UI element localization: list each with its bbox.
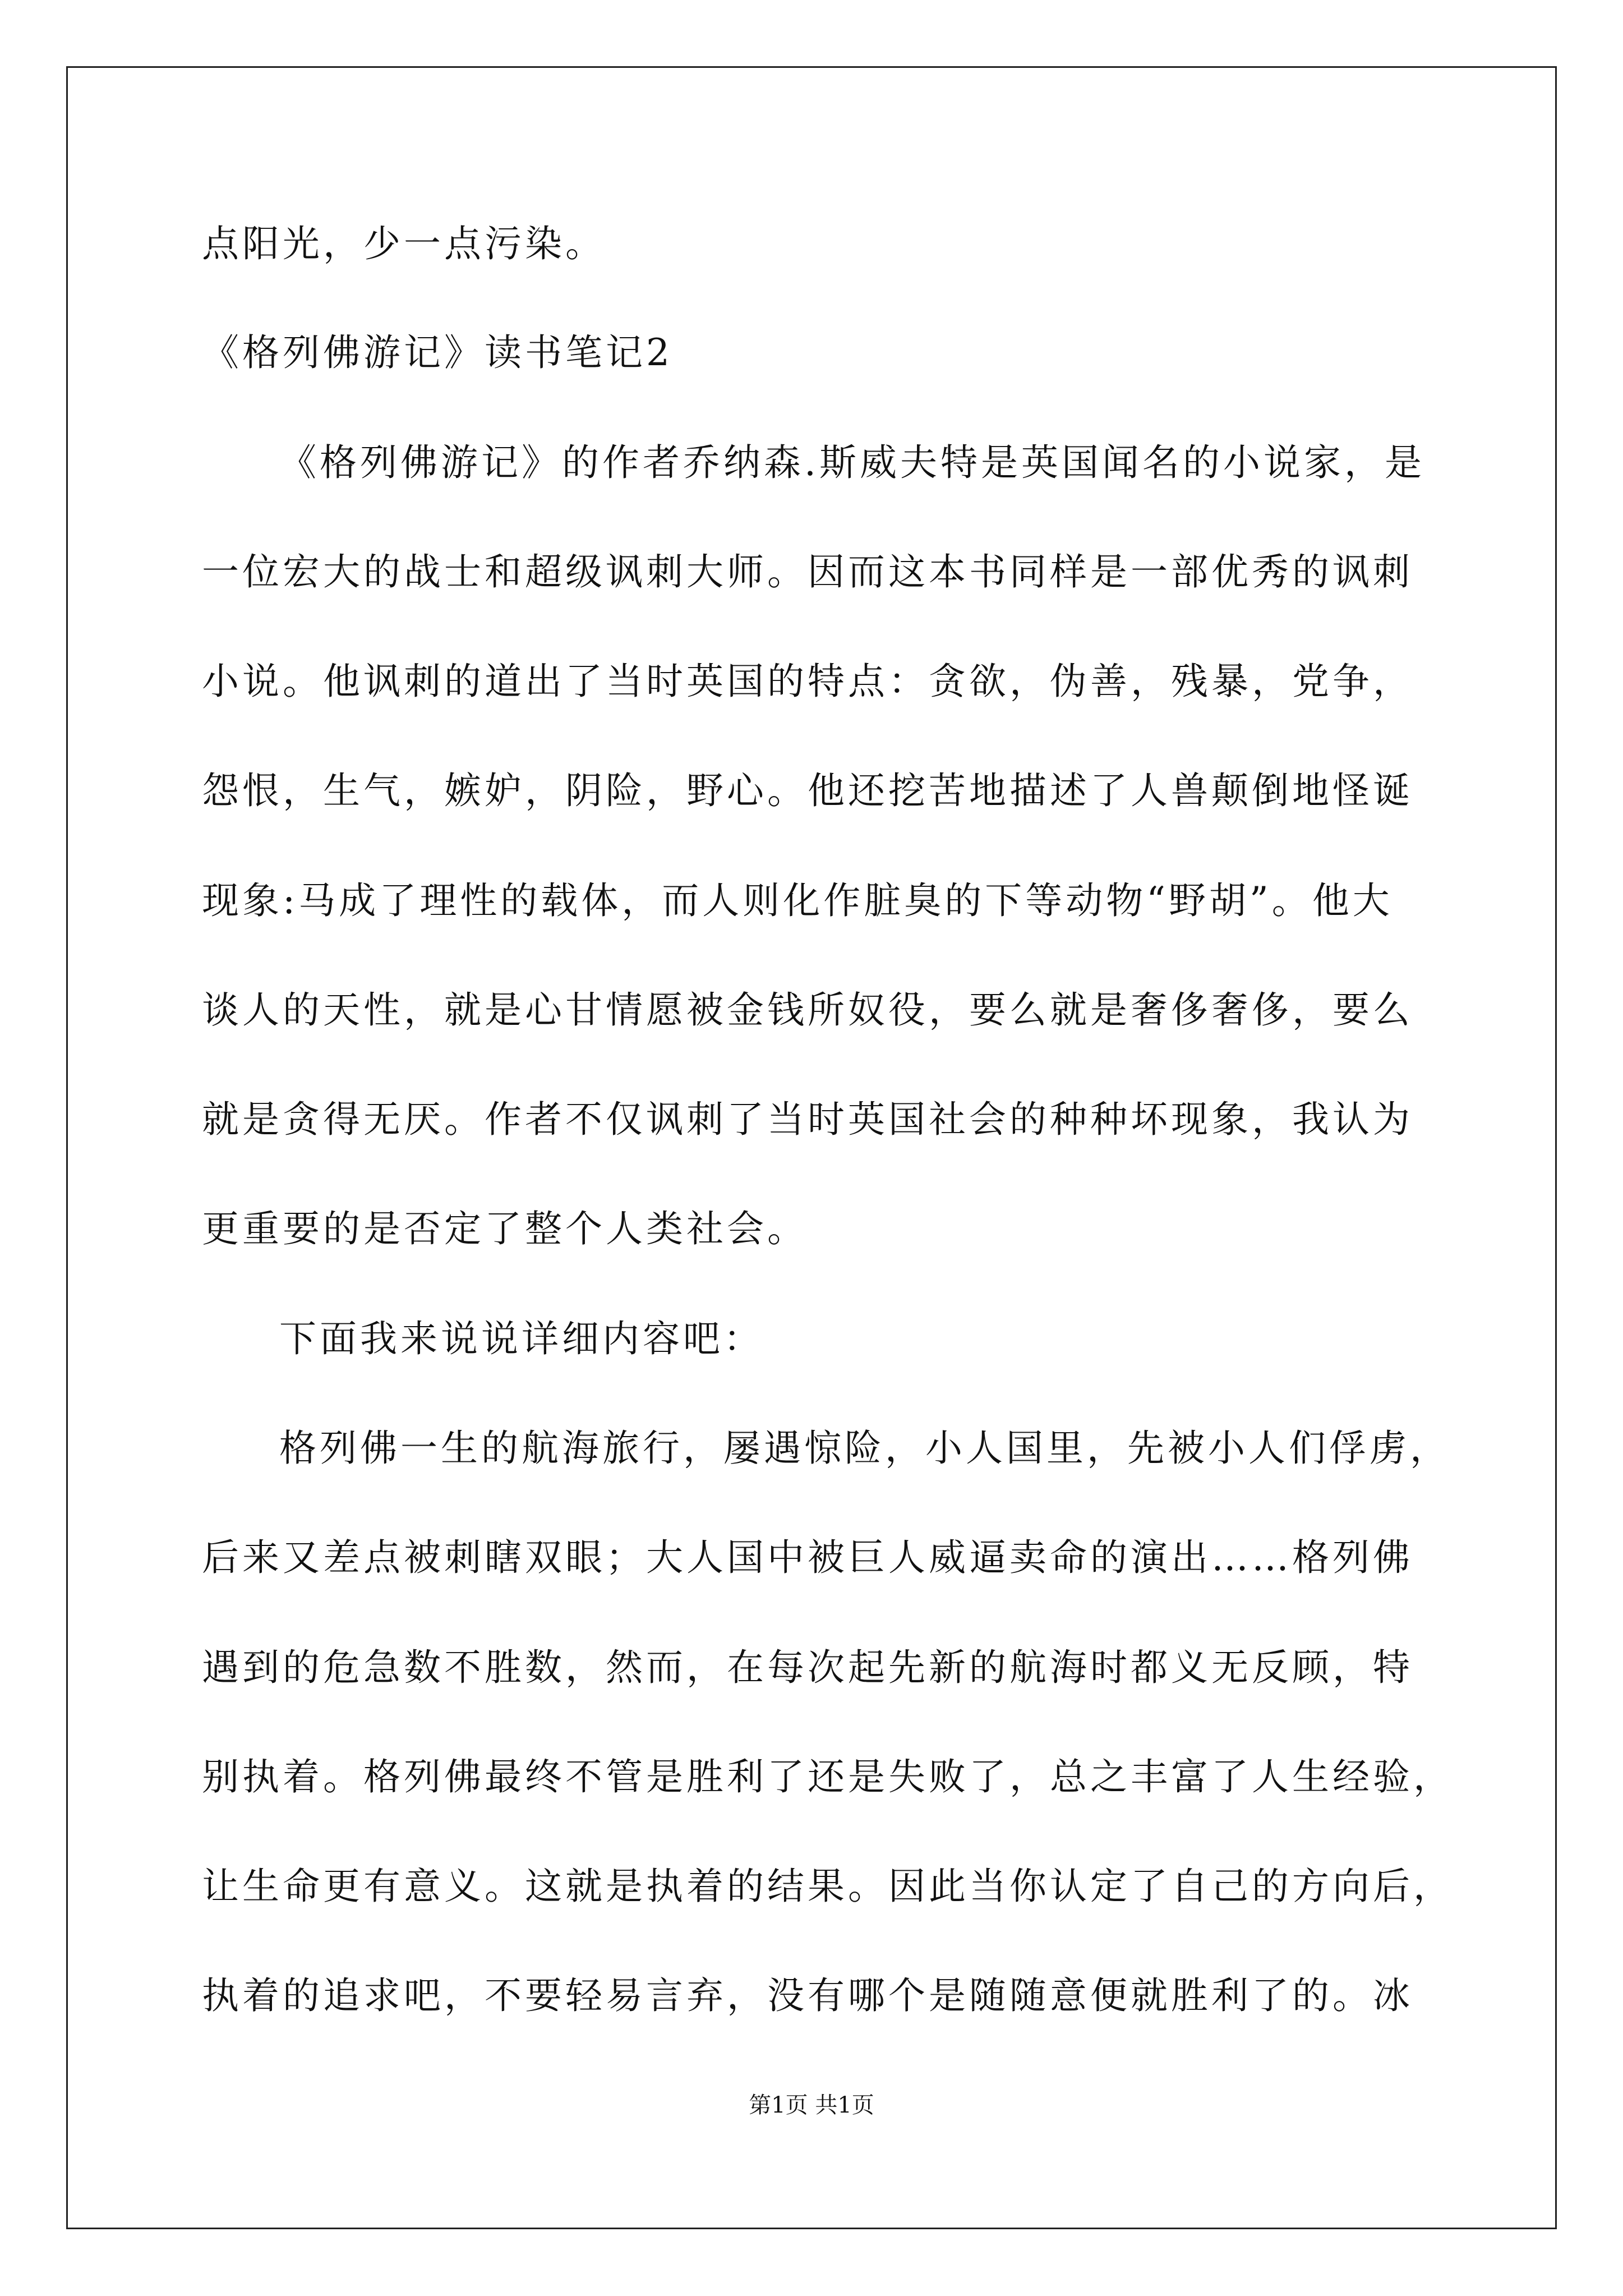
paragraph-2-line-1: 下面我来说说详细内容吧： — [279, 1317, 764, 1360]
page-footer: 第1页 共1页 — [749, 2092, 874, 2118]
paragraph-3-line-3: 遇到的危急数不胜数，然而，在每次起先新的航海时都义无反顾，特 — [202, 1646, 1413, 1689]
paragraph-3-line-5: 让生命更有意义。这就是执着的结果。因此当你认定了自己的方向后， — [202, 1865, 1454, 1908]
paragraph-3-line-2: 后来又差点被刺瞎双眼；大人国中被巨人威逼卖命的演出……格列佛 — [202, 1536, 1413, 1579]
paragraph-1-line-7: 就是贪得无厌。作者不仅讽刺了当时英国社会的种种坏现象，我认为 — [202, 1098, 1413, 1141]
paragraph-1-line-6: 谈人的天性，就是心甘情愿被金钱所奴役，要么就是奢侈奢侈，要么 — [202, 988, 1413, 1032]
paragraph-3-line-4: 别执着。格列佛最终不管是胜利了还是失败了，总之丰富了人生经验， — [202, 1755, 1454, 1798]
paragraph-1-line-2: 一位宏大的战士和超级讽刺大师。因而这本书同样是一部优秀的讽刺 — [202, 550, 1413, 593]
paragraph-1-line-4: 怨恨，生气，嫉妒，阴险，野心。他还挖苦地描述了人兽颠倒地怪诞 — [202, 769, 1413, 812]
paragraph-1-line-5: 现象:马成了理性的载体，而人则化作脏臭的下等动物“野胡”。他大 — [202, 879, 1393, 922]
paragraph-1-line-3: 小说。他讽刺的道出了当时英国的特点：贪欲，伪善，残暴，党争， — [202, 660, 1413, 703]
section-heading: 《格列佛游记》读书笔记2 — [202, 331, 673, 374]
paragraph-3-line-6: 执着的追求吧，不要轻易言弃，没有哪个是随随意便就胜利了的。冰 — [202, 1974, 1413, 2017]
paragraph-1-line-8: 更重要的是否定了整个人类社会。 — [202, 1207, 808, 1250]
paragraph-3-line-1: 格列佛一生的航海旅行，屡遇惊险，小人国里，先被小人们俘虏， — [279, 1427, 1450, 1470]
text-line-continuation: 点阳光，少一点污染。 — [202, 222, 606, 265]
paragraph-1-line-1: 《格列佛游记》的作者乔纳森.斯威夫特是英国闻名的小说家，是 — [279, 441, 1425, 484]
